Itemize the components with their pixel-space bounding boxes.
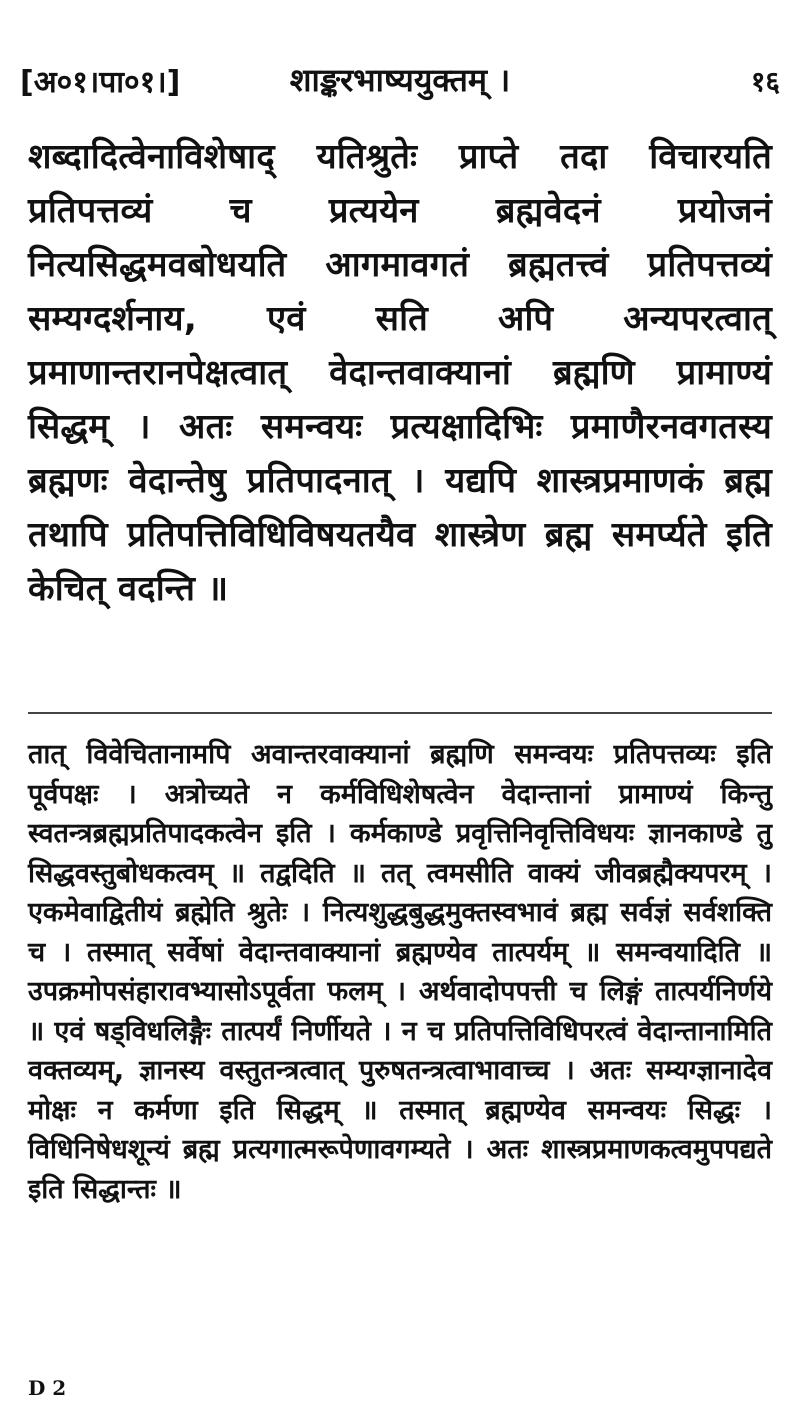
section-reference: [अ०१।पा०१।] — [20, 65, 181, 100]
commentary-text: तात् विवेचितानामपि अवान्तरवाक्यानां ब्रह्मणि समन्वयः प्रतिपत्तव्यः इति पूर्वपक्षः । अत्रोच्यते न कर्मविधिशेषत्वेन वेदान्तानां प्रामाण्यं किन्तु स्वतन्त्रब्रह्मप्रतिपादकत्वेन इति । कर्मकाण्डे प्रवृत्तिनिवृत्तिविधयः ज्ञानकाण्डे तु सिद्धवस्तुबोधकत्वम् ॥ तद्वदिति ॥ तत् त्वमसीति वाक्यं जीवब्रह्मैक्यपरम् । एकमेवाद्वितीयं ब्रह्मेति श्रुतेः । नित्यशुद्धबुद्धमुक्तस्वभावं ब्रह्म सर्वज्ञं सर्वशक्ति च । तस्मात् सर्वेषां वेदान्तवाक्यानां ब्रह्मण्येव तात्पर्यम् ॥ समन्वयादिति ॥ उपक्रमोपसंहारावभ्यासोऽपूर्वता फलम् । अर्थवादोपपत्ती च लिङ्गं तात्पर्यनिर्णये ॥ एवं षड्विधलिङ्गैः तात्पर्यं निर्णीयते । न च प्रतिपत्तिविधिपरत्वं वेदान्तानामिति वक्तव्यम्, ज्ञानस्य वस्तुतन्त्रत्वात् पुरुषतन्त्रत्वाभावाच्च । अतः सम्यग्ज्ञानादेव मोक्षः न कर्मणा इति सिद्धम् ॥ तस्मात् ब्रह्मण्येव समन्वयः सिद्धः । विधिनिषेधशून्यं ब्रह्म प्रत्यगात्मरूपेणावगम्यते । अतः शास्त्रप्रमाणकत्वमुपपद्यते इति सिद्धान्तः ॥ — [28, 739, 772, 1205]
signature-mark: D 2 — [28, 1376, 67, 1400]
page-header — [20, 58, 780, 108]
page-number: १६ — [750, 65, 780, 98]
divider — [28, 712, 772, 714]
main-text: शब्दादित्वेनाविशेषाद् यतिश्रुतेः प्राप्ते तदा विचारयति प्रतिपत्तव्यं च प्रत्ययेन ब्रह्मवेदनं प्रयोजनं नित्यसिद्धमवबोधयति आगमावगतं ब्रह्मतत्त्वं प्रतिपत्तव्यं सम्यग्दर्शनाय, एवं सति अपि अन्यपरत्वात् प्रमाणान्तरानपेक्षत्वात् वेदान्तवाक्यानां ब्रह्मणि प्रामाण्यं सिद्धम् । अतः समन्वयः प्रत्यक्षादिभिः प्रमाणैरनवगतस्य ब्रह्मणः वेदान्तेषु प्रतिपादनात् । यद्यपि शास्त्रप्रमाणकं ब्रह्म तथापि प्रतिपत्तिविधिविषयतयैव शास्त्रेण ब्रह्म समर्प्यते इति केचित् वदन्ति ॥ — [28, 137, 772, 609]
running-title: शाङ्करभाष्ययुक्तम् । — [289, 61, 511, 99]
